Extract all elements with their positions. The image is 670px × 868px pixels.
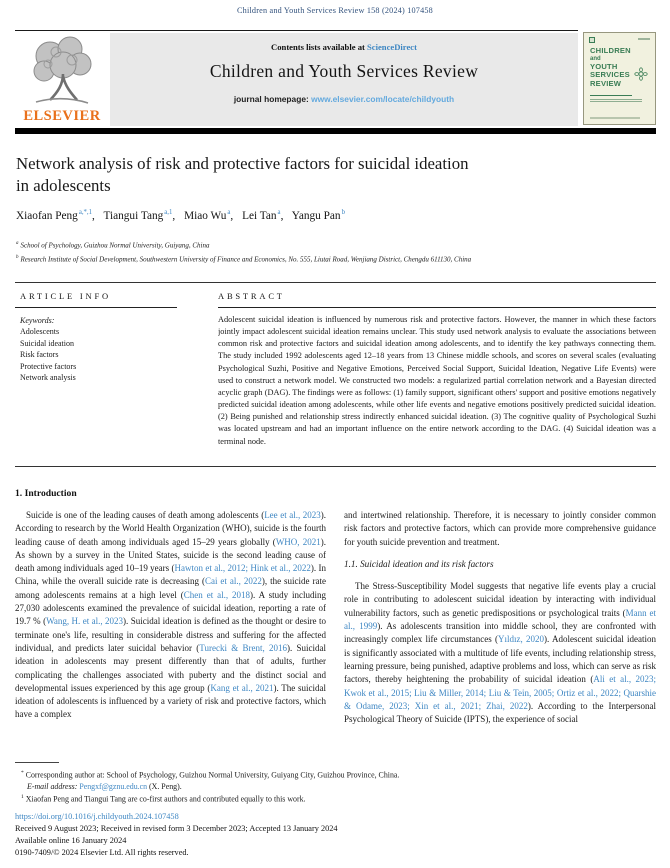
author-separator: ,: [172, 209, 176, 222]
email-suffix: (X. Peng).: [147, 782, 182, 792]
available-online: Available online 16 January 2024: [15, 836, 127, 845]
body-column-left: [15, 509, 326, 763]
keyword: Protective factors: [20, 361, 77, 371]
footnote-1-marker: 1: [21, 794, 24, 801]
author-name: Miao Wu: [184, 209, 227, 222]
cover-line: and: [590, 55, 601, 62]
keyword: Network analysis: [20, 373, 76, 383]
author: [16, 210, 99, 222]
corresponding-author-note: [15, 768, 656, 781]
email-label: E-mail address:: [27, 782, 80, 792]
keyword: Adolescents: [20, 327, 60, 337]
cover-line: CHILDREN: [590, 46, 631, 55]
cofirst-text: Xiaofan Peng and Tiangui Tang are co-first authors and contributed equally to this work.: [23, 795, 306, 805]
homepage-prefix: journal homepage:: [233, 94, 312, 104]
body-text: ). Adolescent suicidal ideation is significantly associated with a multitude of life events, including relationship stress, learning pressure, being punished, adaptive problems and loss, which can serve as risk factors, thereby heightening the probability of suicidal ideation (: [344, 634, 656, 685]
citation-link[interactable]: Lee et al., 2023: [264, 510, 321, 520]
contents-line: [110, 33, 578, 52]
cover-emblem-icon: [634, 67, 648, 81]
body-text: ). As adolescents transition into middle school, they are confronted with increasingly complex life circumstances (: [344, 621, 656, 645]
citation-link[interactable]: Wang, H. et al., 2023: [46, 616, 124, 627]
abstract-rule: [218, 307, 656, 308]
intro-paragraph: [15, 509, 326, 722]
cover-footer-bar: [590, 117, 640, 119]
author-name: Xiaofan Peng: [16, 209, 78, 222]
citation-link[interactable]: Kang et al., 2021: [210, 682, 274, 693]
author-affil-sup[interactable]: a,1: [164, 209, 173, 216]
cofirst-note: [15, 792, 656, 805]
citation-link[interactable]: WHO, 2021: [275, 536, 321, 547]
body-text: ). According to the Interpersonal Psychological Theory of Suicide (IPTS), the experience of social: [344, 700, 656, 725]
asterisk-marker: *: [21, 770, 24, 776]
author: [242, 210, 287, 222]
body-text: ). A study including 27,030 adolescents examined the prevalence of suicidal ideation, reporting a rate of 19.7 % (: [15, 589, 326, 627]
cover-line: REVIEW: [590, 78, 622, 88]
masthead-bottom-rule: [15, 128, 656, 134]
keywords-block: [20, 315, 180, 383]
body-text: ). As shown by a survey in the United States, suicide is the second leading cause of death among individuals aged 10–19 years (: [15, 536, 326, 574]
author: [292, 210, 349, 222]
keyword: Suicidal ideation: [20, 338, 74, 348]
email-note: [15, 781, 656, 792]
article-footer: [15, 811, 656, 859]
contents-prefix: Contents lists available at: [271, 42, 367, 52]
body-text: ). Suicidal ideation in adolescents may present differently than that of adults, further complicating the challenges associated with puberty and the distinct social and developmental issues experienced by this age group (: [15, 642, 326, 693]
elsevier-logo: [14, 34, 110, 134]
author-name: Lei Tan: [242, 209, 277, 222]
journal-title: Children and Youth Services Review: [209, 61, 479, 81]
subsection-1-1-heading: 1.1. Suicidal ideation and its risk factors: [344, 558, 494, 569]
author-affil-sup[interactable]: a: [277, 209, 281, 216]
author: [184, 210, 237, 222]
homepage-line: [110, 94, 578, 104]
cover-subtext-bars: [590, 99, 642, 102]
doi-link[interactable]: https://doi.org/10.1016/j.childyouth.2024.107458: [15, 812, 179, 821]
homepage-link[interactable]: www.elsevier.com/locate/childyouth: [311, 94, 455, 104]
citation-link[interactable]: Cai et al., 2022: [204, 576, 262, 587]
copyright-line: 0190-7409/© 2024 Elsevier Ltd. All rights reserved.: [15, 848, 189, 857]
info-abstract-bottom-rule: [15, 466, 656, 467]
body-text: ). In China, while the overall suicide rate is decreasing (: [15, 563, 326, 587]
cover-line: SERVICES: [590, 70, 630, 80]
affiliation-text: School of Psychology, Guizhou Normal University, Guiyang, China: [20, 241, 210, 250]
elsevier-wordmark: ELSEVIER: [23, 108, 101, 124]
citation-link[interactable]: Chen et al., 2018: [183, 589, 251, 600]
cover-rule: [590, 95, 632, 96]
journal-banner: [110, 33, 578, 126]
affiliation-b: [16, 252, 656, 266]
received-dates: Received 9 August 2023; Received in revised form 3 December 2023; Accepted 13 January 2024: [15, 824, 338, 833]
article-info-rule: [15, 307, 177, 308]
elsevier-tree-icon: [20, 34, 104, 110]
footnotes: [15, 768, 656, 805]
sciencedirect-link[interactable]: ScienceDirect: [367, 42, 417, 52]
keyword: Risk factors: [20, 350, 59, 360]
article-title-line2: in adolescents: [16, 176, 111, 195]
citation-link[interactable]: Turecki & Brent, 2016: [199, 642, 287, 653]
cover-title: [590, 47, 631, 88]
cover-corner-mark: [589, 37, 595, 43]
running-head-citation: Children and Youth Services Review 158 (2024) 107458: [237, 6, 433, 15]
risk-factors-paragraph: [344, 580, 656, 726]
citation-link[interactable]: Mann et al., 1999: [344, 607, 656, 632]
author-separator: ,: [92, 209, 95, 222]
cover-line: YOUTH: [590, 61, 618, 71]
email-link[interactable]: Pengxf@gznu.edu.cn: [79, 782, 148, 792]
author-affil-sup[interactable]: b: [341, 209, 345, 216]
section-1-heading: 1. Introduction: [15, 488, 77, 499]
affiliation-sup: b: [16, 254, 19, 260]
author-affil-sup[interactable]: a: [227, 209, 231, 216]
cover-issue-mark: [638, 38, 650, 40]
author-separator: ,: [230, 209, 234, 222]
author-separator: ,: [280, 209, 284, 222]
author-affil-sup[interactable]: a,*,1: [78, 209, 93, 216]
body-text: ). The suicidal ideation of adolescents is influenced by a variety of risk and protective factors, which have a complex: [15, 682, 326, 720]
masthead-top-rule: [15, 30, 578, 31]
affiliation-sup: a: [16, 241, 19, 246]
info-abstract-top-rule: [15, 282, 656, 283]
author-name: Tiangui Tang: [103, 209, 164, 222]
body-text: Suicide is one of the leading causes of death among adolescents (: [26, 510, 265, 520]
citation-link[interactable]: Hawton et al., 2012; Hink et al., 2022: [174, 563, 311, 574]
article-title-line1: Network analysis of risk and protective factors for suicidal ideation: [16, 154, 469, 173]
abstract-heading: ABSTRACT: [218, 291, 285, 301]
citation-link[interactable]: Ali et al., 2023; Kwok et al., 2015; Liu & Miller, 2014; Liu & Tein, 2005; Ortiz et al., 2022; Quarshie & Odame, 2023; Xin et al., 2021; Zhai, 2022: [344, 674, 656, 711]
intro-paragraph-continued: and intertwined relationship. Therefore, it is necessary to jointly consider common risk factors and protective factors, which can provide more comprehensive guidance for youth suicide prevention and treatment.: [344, 510, 656, 547]
affiliation-text: Research Institute of Social Development, Southwestern University of Finance and Economics, No. 555, Liutai Road, Wenjiang District, Chengdu 611130, China: [20, 255, 472, 264]
corresponding-text: Corresponding author at: School of Psychology, Guizhou Normal University, Guiyang City, Guizhou Province, China.: [23, 770, 400, 780]
article-info-heading: ARTICLE INFO: [20, 291, 111, 301]
keywords-label: Keywords:: [20, 316, 55, 325]
body-text: ), the suicide rate among adolescents remains at a high level (: [15, 576, 326, 600]
body-text: ). Suicidal ideation is defined as the thought or desire to terminate one's life, resulting in considerable distress and suffering for the affected individual, and predicts later suicidal behavior (: [15, 616, 326, 653]
footnote-rule: [15, 762, 59, 763]
article-title: [16, 153, 636, 197]
author-list: [16, 209, 646, 222]
citation-link[interactable]: Yıldız, 2020: [497, 634, 544, 645]
body-column-right: [344, 509, 656, 763]
journal-cover-thumbnail: [583, 32, 656, 125]
author-name: Yangu Pan: [291, 209, 341, 222]
body-text: The Stress-Susceptibility Model suggests that negative life events play a crucial role in contributing to adolescent suicidal ideation by interacting with individual vulnerability factors, such as genetic predispositions or psychological traits (: [344, 581, 656, 618]
affiliations: [16, 238, 656, 266]
abstract-text: Adolescent suicidal ideation is influenced by numerous risk and protective factors. However, the manner in which these factors jointly impact adolescent suicidal ideation remains unclear. This study used network analysis to evaluate the associations between common risk and protective factors and suicidal ideation among adolescents, and to identify the key pathways connecting them. The study included 1992 adolescents aged 12–18 years from 13 Chinese middle schools, and scores on several scales (evaluating Psychological Suzhi, Positive and Negative Emotions, Perceived Social Support, Suicidal Ideation, Negative Life Events) were used to construct a network model. We constructed two models: a regularized partial correlation network and a Bayesian directed acyclic graph (DAG). The findings were as follows: (1) family support, significant others' support and positive emotions negatively predicted suicidal ideation among adolescents, while other life events and negative emotions positively predicted suicidal ideation. (2) Being punished and relationship stress indirectly enhanced suicidal ideation. (3) The cognitive quality of Psychological Suzhi was located upstream and had an important influence on the entire network according to the DAG. (4) Suicidal ideation was a terminal node.: [218, 315, 656, 446]
author: [103, 210, 179, 222]
body-text: ). According to research by the World Health Organization (WHO), suicide is the fourth leading cause of death among individuals aged 15–29 years globally (: [15, 510, 326, 547]
affiliation-a: [16, 238, 656, 252]
